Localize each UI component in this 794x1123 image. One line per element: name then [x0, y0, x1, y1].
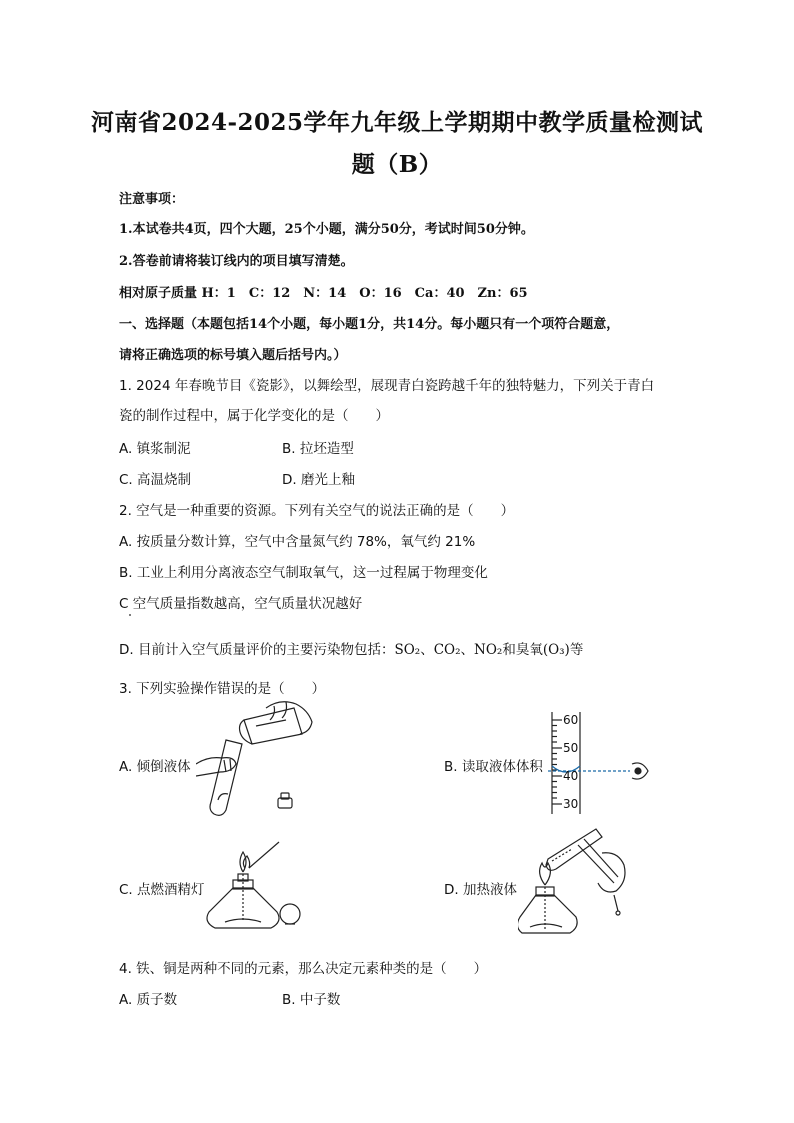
q2-option-d-text: D. 目前计入空气质量评价的主要污染物包括：	[119, 642, 395, 658]
q1-option-d: D. 磨光上釉	[282, 472, 355, 488]
q4-option-a: A. 质子数	[119, 992, 178, 1008]
q2-option-b: B. 工业上利用分离液态空气制取氧气，这一过程属于物理变化	[119, 565, 488, 581]
pouring-liquid-illustration	[196, 700, 316, 820]
q2-option-c: C 空气质量指数越高，空气质量状况越好	[119, 596, 363, 612]
q1-option-a: A. 镇浆制泥	[119, 441, 191, 457]
q1-stem-line-2: 瓷的制作过程中，属于化学变化的是（ ）	[119, 408, 389, 424]
section1-instructions-line-1: 一、选择题（本题包括14个小题，每小题1分，共14分。每小题只有一个项符合题意，	[119, 317, 620, 332]
q3-option-d-label: D. 加热液体	[444, 882, 517, 898]
q1-stem-line-1: 1. 2024 年春晚节目《瓷影》，以舞绘型，展现青白瓷跨越千年的独特魅力，下列关于青白	[119, 378, 655, 394]
section1-instructions-line-2: 请将正确选项的标号填入题后括号内。）	[119, 348, 347, 363]
q3-option-c-label: C. 点燃酒精灯	[119, 882, 205, 898]
alcohol-lamp-lighting-illustration	[205, 838, 315, 938]
q2-stem: 2. 空气是一种重要的资源。下列有关空气的说法正确的是（ ）	[119, 503, 515, 519]
exam-title-line-1: 河南省2024-2025学年九年级上学期期中教学质量检测试	[90, 109, 704, 136]
notes-heading: 注意事项：	[119, 192, 185, 207]
stray-dot	[129, 614, 131, 616]
q3-stem: 3. 下列实验操作错误的是（ ）	[119, 681, 326, 697]
cylinder-tick-40: 40	[563, 769, 579, 783]
q1-option-b: B. 拉坯造型	[282, 441, 354, 457]
q3-option-b-label: B. 读取液体体积	[444, 759, 543, 775]
atomic-mass-line: 相对原子质量 H：1 C：12 N：14 O：16 Ca：40 Zn：65	[119, 286, 528, 301]
q3-option-a-label: A. 倾倒液体	[119, 759, 191, 775]
cylinder-tick-50: 50	[563, 741, 579, 755]
q2-option-a: A. 按质量分数计算，空气中含量氮气约 78%，氧气约 21%	[119, 534, 476, 550]
heating-liquid-illustration	[518, 825, 638, 945]
q1-option-c: C. 高温烧制	[119, 472, 192, 488]
q4-option-b: B. 中子数	[282, 992, 341, 1008]
exam-title-line-2: 题（B）	[351, 151, 443, 178]
cylinder-tick-60: 60	[563, 713, 579, 727]
notes-item-1: 1.本试卷共4页，四个大题，25个小题，满分50分，考试时间50分钟。	[119, 222, 534, 237]
graduated-cylinder-illustration	[540, 708, 660, 820]
notes-item-2: 2.答卷前请将装订线内的项目填写清楚。	[119, 254, 354, 269]
q2-option-d	[119, 638, 583, 658]
q4-stem: 4. 铁、铜是两种不同的元素，那么决定元素种类的是（ ）	[119, 961, 488, 977]
cylinder-tick-30: 30	[563, 797, 579, 811]
q2-option-d-formula: SO₂、CO₂、NO₂和臭氧(O₃)等	[394, 642, 584, 658]
